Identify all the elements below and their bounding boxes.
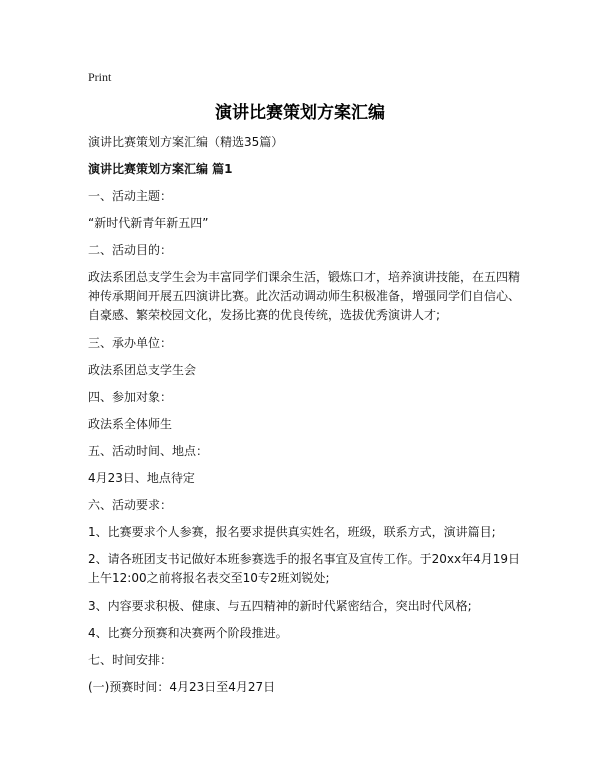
paragraph-requirement-4: 4、比赛分预赛和决赛两个阶段推进。 (88, 626, 288, 640)
paragraph-requirements-heading: 六、活动要求： (88, 498, 173, 512)
document-body (88, 133, 520, 705)
paragraph-preliminary-time: (一)预赛时间：4月23日至4月27日 (88, 680, 276, 694)
paragraph-schedule-heading: 七、时间安排： (88, 653, 173, 667)
paragraph-requirement-1: 1、比赛要求个人参赛，报名要求提供真实姓名，班级，联系方式，演讲篇目; (88, 525, 496, 539)
paragraph-organizer: 政法系团总支学生会 (88, 363, 197, 377)
paragraph-participants-heading: 四、参加对象： (88, 390, 173, 404)
paragraph-organizer-heading: 三、承办单位： (88, 336, 173, 350)
paragraph-time-place-heading: 五、活动时间、地点： (88, 444, 209, 458)
document-subtitle: 演讲比赛策划方案汇编（精选35篇） (88, 135, 284, 149)
paragraph-activity-purpose-heading: 二、活动目的： (88, 243, 173, 257)
print-label: Print (88, 70, 112, 84)
paragraph-activity-theme: “新时代新青年新五四” (88, 216, 209, 230)
paragraph-requirement-2: 2、请各班团支书记做好本班参赛选手的报名事宜及宣传工作。于20xx年4月19日上午12:00之前将报名表交至10专2班刘锐处; (88, 552, 521, 585)
paragraph-activity-theme-heading: 一、活动主题： (88, 189, 173, 203)
document-title: 演讲比赛策划方案汇编 (215, 103, 385, 123)
paragraph-activity-purpose: 政法系团总支学生会为丰富同学们课余生活，锻炼口才，培养演讲技能，在五四精神传承期间开展五四演讲比赛。此次活动调动师生积极准备，增强同学们自信心、自豪感、繁荣校园文化，发扬比赛的优良传统，选拔优秀演讲人才; (88, 270, 521, 322)
paragraph-time-place: 4月23日、地点待定 (88, 471, 195, 485)
paragraph-requirement-3: 3、内容要求积极、健康、与五四精神的新时代紧密结合，突出时代风格; (88, 599, 472, 613)
paragraph-participants: 政法系全体师生 (88, 417, 173, 431)
section-heading: 演讲比赛策划方案汇编 篇1 (88, 162, 233, 176)
